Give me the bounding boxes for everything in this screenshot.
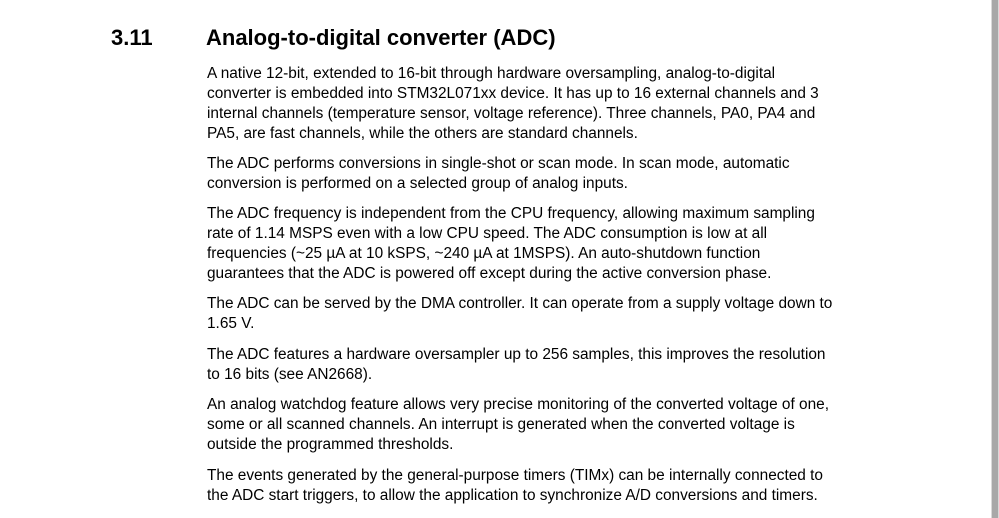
paragraph-adc-frequency xyxy=(207,204,815,284)
section-number: 3.11 xyxy=(111,25,153,50)
text-line: PA5, are fast channels, while the others are standard channels. xyxy=(207,125,638,142)
text-line: guarantees that the ADC is powered off except during the active conversion phase. xyxy=(207,265,772,282)
text-line: frequencies (~25 µA at 10 kSPS, ~240 µA at 1MSPS). An auto-shutdown function xyxy=(207,245,761,262)
text-line: converter is embedded into STM32L071xx device. It has up to 16 external channels and 3 xyxy=(207,85,819,102)
text-line: The ADC frequency is independent from the CPU frequency, allowing maximum sampling xyxy=(207,205,815,222)
paragraph-timer-triggers xyxy=(207,466,823,506)
text-line: to 16 bits (see AN2668). xyxy=(207,366,373,383)
text-line: internal channels (temperature sensor, voltage reference). Three channels, PA0, PA4 and xyxy=(207,105,816,122)
paragraph-dma xyxy=(207,294,832,334)
text-line: 1.65 V. xyxy=(207,315,255,332)
text-line: An analog watchdog feature allows very precise monitoring of the converted voltage of one, xyxy=(207,396,829,413)
text-line: The ADC can be served by the DMA controller. It can operate from a supply voltage down to xyxy=(207,295,833,312)
text-line: outside the programmed thresholds. xyxy=(207,436,454,453)
text-line: The ADC performs conversions in single-shot or scan mode. In scan mode, automatic xyxy=(207,155,790,172)
paragraph-conversion-modes xyxy=(207,154,790,194)
text-line: conversion is performed on a selected group of analog inputs. xyxy=(207,175,628,192)
vertical-scrollbar[interactable] xyxy=(991,0,999,518)
paragraph-adc-overview xyxy=(207,64,819,144)
section-heading: Analog-to-digital converter (ADC) xyxy=(206,25,556,50)
scrollbar-thumb[interactable] xyxy=(992,0,998,518)
text-line: the ADC start triggers, to allow the application to synchronize A/D conversions and timers. xyxy=(207,487,818,504)
paragraph-oversampler xyxy=(207,345,826,385)
text-line: The ADC features a hardware oversampler up to 256 samples, this improves the resolution xyxy=(207,346,826,363)
text-line: The events generated by the general-purpose timers (TIMx) can be internally connected to xyxy=(207,467,823,484)
text-line: some or all scanned channels. An interrupt is generated when the converted voltage is xyxy=(207,416,795,433)
paragraph-watchdog xyxy=(207,395,829,455)
text-line: A native 12-bit, extended to 16-bit through hardware oversampling, analog-to-digital xyxy=(207,65,776,82)
text-line: rate of 1.14 MSPS even with a low CPU speed. The ADC consumption is low at all xyxy=(207,225,768,242)
